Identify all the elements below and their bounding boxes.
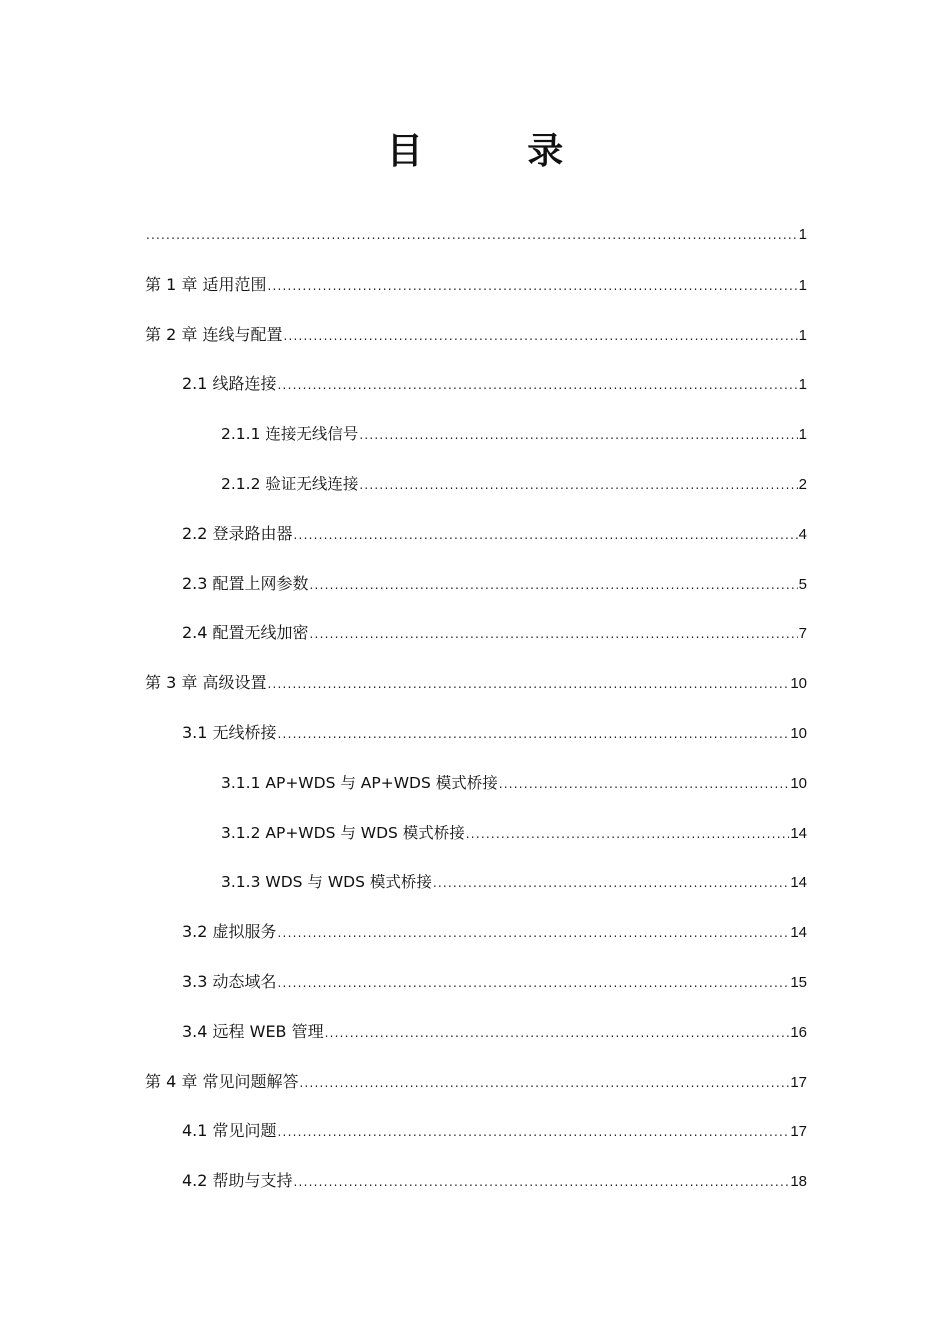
toc-entry-section-3-1-3[interactable] bbox=[145, 859, 807, 909]
toc-entry-label: 第 2 章 连线与配置 bbox=[145, 324, 283, 344]
toc-entry-label: 第 1 章 适用范围 bbox=[145, 274, 267, 294]
toc-entry-label: 3.1.3 WDS 与 WDS 模式桥接 bbox=[221, 873, 432, 892]
toc-page-number: 17 bbox=[790, 1123, 807, 1141]
toc-entry-section-3-1-2[interactable] bbox=[145, 810, 807, 860]
toc-dot-leader bbox=[466, 811, 790, 857]
toc-entry-chapter-1[interactable] bbox=[145, 262, 807, 312]
toc-entry-label: 3.4 远程 WEB 管理 bbox=[182, 1021, 324, 1041]
toc-dot-leader bbox=[310, 611, 798, 657]
toc-page-number: 10 bbox=[790, 675, 807, 693]
toc-entry-section-3-1-1[interactable] bbox=[145, 760, 807, 810]
toc-entry-chapter-4[interactable] bbox=[145, 1059, 807, 1109]
toc-dot-leader bbox=[267, 661, 789, 707]
toc-dot-leader bbox=[278, 910, 790, 956]
toc-page-number: 2 bbox=[798, 475, 807, 493]
toc-dot-leader bbox=[278, 960, 790, 1006]
toc-entry-label: 2.1.1 连接无线信号 bbox=[221, 425, 359, 444]
toc-entry-label: 3.1.1 AP+WDS 与 AP+WDS 模式桥接 bbox=[221, 773, 498, 792]
toc-entry-label: 第 3 章 高级设置 bbox=[145, 673, 267, 693]
toc-dot-leader bbox=[278, 362, 798, 408]
toc-entry-section-2-1-1[interactable] bbox=[145, 411, 807, 461]
toc-entry-section-2-4[interactable] bbox=[145, 610, 807, 660]
toc-page-number: 14 bbox=[790, 874, 807, 892]
toc-entry-label: 4.1 常见问题 bbox=[182, 1121, 277, 1141]
toc-entry-section-4-2[interactable] bbox=[145, 1158, 807, 1208]
toc-entry-label: 3.1 无线桥接 bbox=[182, 722, 277, 742]
toc-entry-section-2-1[interactable] bbox=[145, 361, 807, 411]
toc-entry-section-2-3[interactable] bbox=[145, 561, 807, 611]
toc-page-number: 15 bbox=[790, 973, 807, 991]
toc-page-number: 7 bbox=[798, 625, 807, 643]
toc-page-number: 1 bbox=[798, 276, 807, 294]
toc-dot-leader bbox=[433, 860, 789, 906]
toc-entry-label: 2.1 线路连接 bbox=[182, 374, 277, 394]
toc-dot-leader bbox=[267, 263, 797, 309]
toc-list bbox=[145, 212, 807, 1208]
toc-dot-leader bbox=[325, 1010, 790, 1056]
toc-page-number: 18 bbox=[790, 1173, 807, 1191]
toc-entry-label: 2.4 配置无线加密 bbox=[182, 623, 309, 643]
toc-page-number: 4 bbox=[798, 525, 807, 543]
toc-entry-chapter-3[interactable] bbox=[145, 660, 807, 710]
toc-entry-section-3-2[interactable] bbox=[145, 909, 807, 959]
toc-dot-leader bbox=[146, 212, 798, 258]
toc-page-number: 14 bbox=[790, 924, 807, 942]
toc-page-number: 5 bbox=[798, 575, 807, 593]
toc-page-number: 14 bbox=[790, 824, 807, 842]
toc-entry-section-3-1[interactable] bbox=[145, 710, 807, 760]
toc-dot-leader bbox=[310, 562, 798, 608]
toc-page-number: 16 bbox=[790, 1023, 807, 1041]
toc-entry-chapter-2[interactable] bbox=[145, 312, 807, 362]
toc-entry-label: 2.2 登录路由器 bbox=[182, 523, 293, 543]
toc-dot-leader bbox=[359, 412, 797, 458]
toc-entry-label: 4.2 帮助与支持 bbox=[182, 1171, 293, 1191]
toc-entry-section-2-1-2[interactable] bbox=[145, 461, 807, 511]
toc-entry-section-3-4[interactable] bbox=[145, 1009, 807, 1059]
toc-entry-section-3-3[interactable] bbox=[145, 959, 807, 1009]
toc-entry-label: 第 4 章 常见问题解答 bbox=[145, 1071, 299, 1091]
toc-page-number: 1 bbox=[798, 226, 807, 243]
toc-entry[interactable] bbox=[145, 212, 807, 262]
toc-entry-label: 2.3 配置上网参数 bbox=[182, 573, 309, 593]
toc-page-number: 1 bbox=[798, 376, 807, 394]
toc-entry-section-4-1[interactable] bbox=[145, 1108, 807, 1158]
toc-entry-label: 3.2 虚拟服务 bbox=[182, 922, 277, 942]
toc-dot-leader bbox=[499, 761, 790, 807]
toc-page-number: 1 bbox=[798, 326, 807, 344]
toc-page-number: 10 bbox=[790, 774, 807, 792]
toc-entry-label: 2.1.2 验证无线连接 bbox=[221, 474, 359, 493]
toc-page-number: 17 bbox=[790, 1073, 807, 1091]
toc-dot-leader bbox=[359, 462, 797, 508]
toc-dot-leader bbox=[299, 1060, 789, 1106]
toc-dot-leader bbox=[278, 711, 790, 757]
toc-entry-label: 3.1.2 AP+WDS 与 WDS 模式桥接 bbox=[221, 823, 465, 842]
toc-entry-label: 3.3 动态域名 bbox=[182, 971, 277, 991]
toc-dot-leader bbox=[294, 1159, 790, 1205]
toc-dot-leader bbox=[294, 512, 798, 558]
toc-page-number: 1 bbox=[798, 426, 807, 444]
toc-dot-leader bbox=[278, 1109, 790, 1155]
toc-entry-section-2-2[interactable] bbox=[145, 511, 807, 561]
toc-dot-leader bbox=[283, 313, 797, 359]
toc-page-number: 10 bbox=[790, 724, 807, 742]
toc-title: 目 录 bbox=[386, 131, 610, 172]
